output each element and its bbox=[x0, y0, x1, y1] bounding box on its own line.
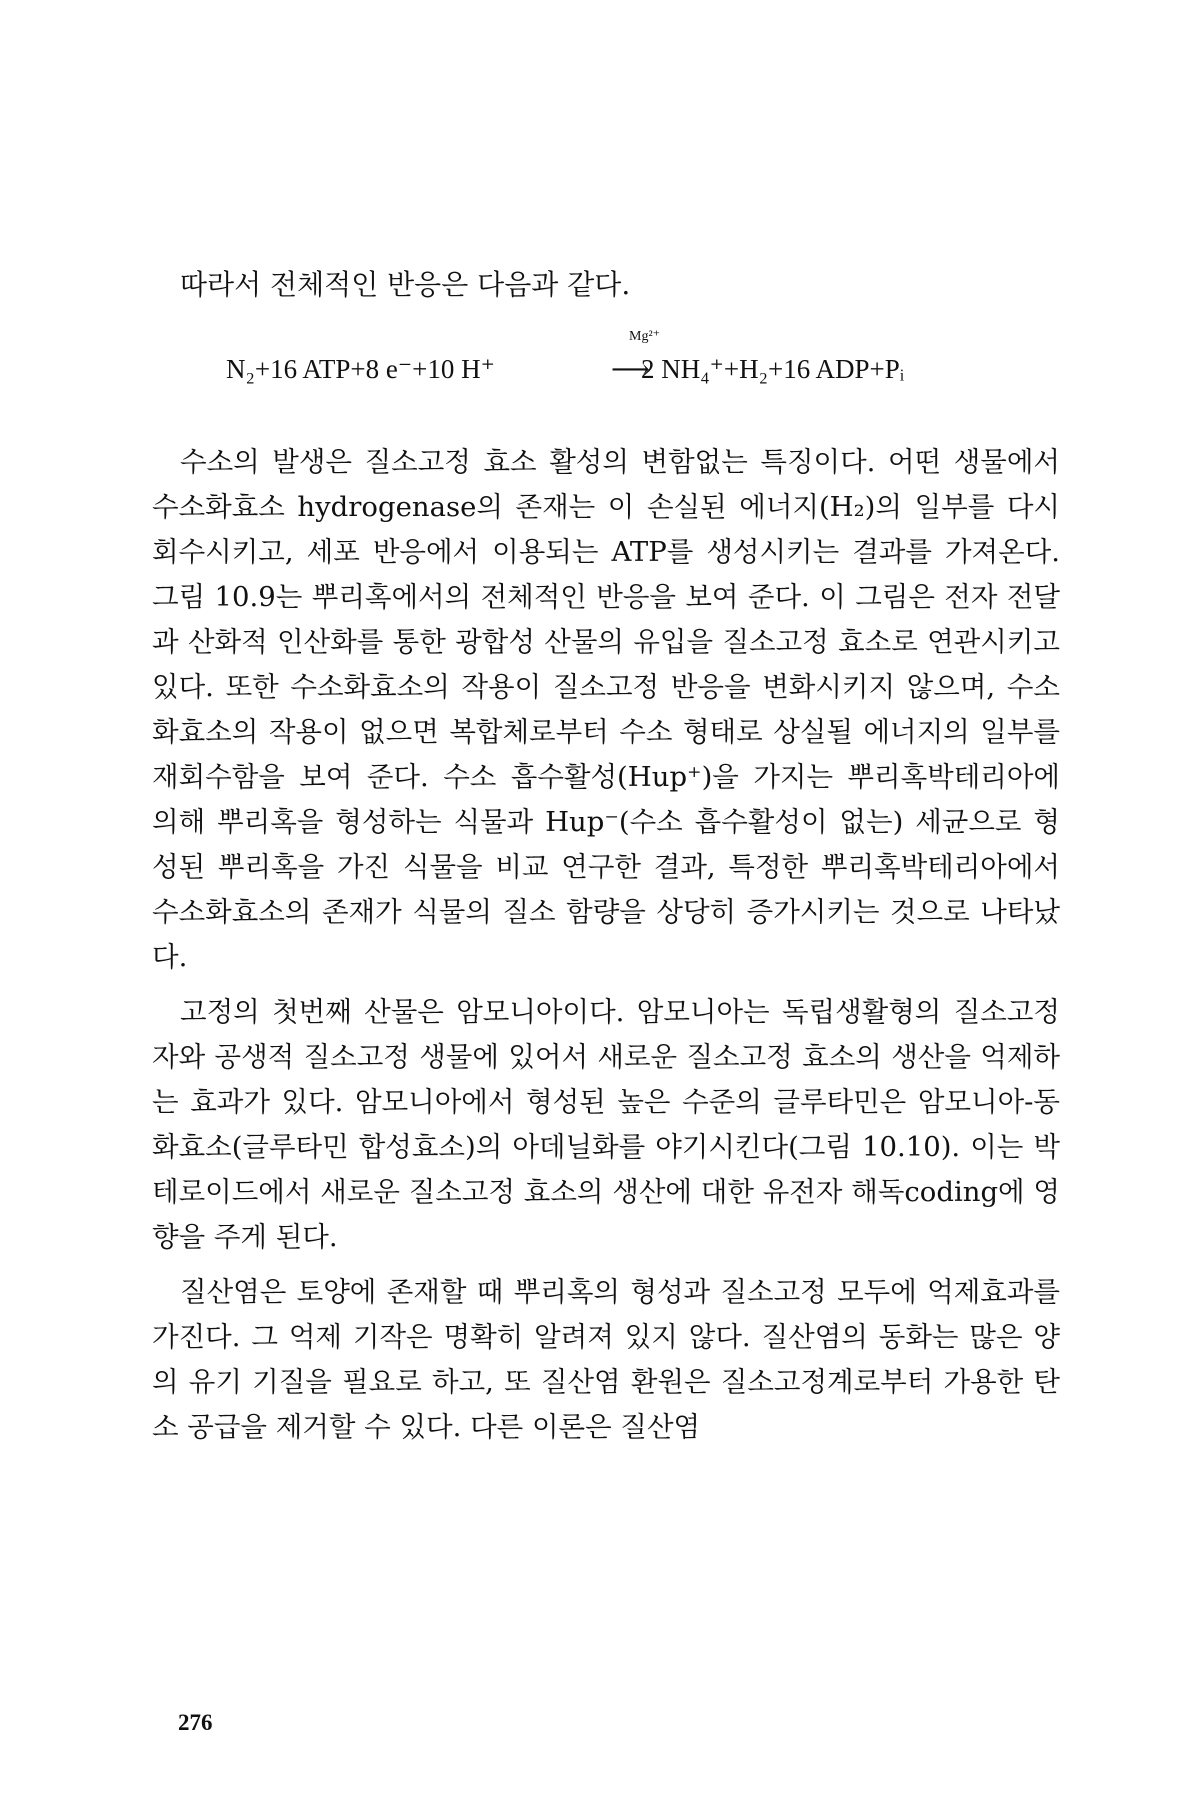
reaction-arrow-icon: ⟶ bbox=[611, 354, 650, 384]
body-text bbox=[152, 440, 1060, 1460]
paragraph: 질산염은 토양에 존재할 때 뿌리혹의 형성과 질소고정 모두에 억제효과를 가진다. 그 억제 기작은 명확히 알려져 있지 않다. 질산염의 동화는 많은 양의 유기 기질을 필요로 하고, 또 질산염 환원은 질소고정계로부터 가용한 탄소 공급을 제거할 수 있다. 다른 이론은 질산염 bbox=[152, 1276, 1060, 1443]
page-number: 276 bbox=[178, 1710, 213, 1735]
intro-sentence: 따라서 전체적인 반응은 다음과 같다. bbox=[180, 268, 631, 301]
reaction-equation bbox=[226, 322, 1046, 396]
equation-catalyst: Mg²⁺ bbox=[629, 329, 661, 344]
paragraph: 수소의 발생은 질소고정 효소 활성의 변함없는 특징이다. 어떤 생물에서 수소화효소 hydrogenase의 존재는 이 손실된 에너지(H₂)의 일부를 다시 회수시키고, 세포 반응에서 이용되는 ATP를 생성시키는 결과를 가져온다. 그림 10.9는 뿌리혹에서의 전체적인 반응을 보여 준다. 이 그림은 전자 전달과 산화적 인산화를 통한 광합성 산물의 유입을 질소고정 효소로 연관시키고 있다. 또한 수소화효소의 작용이 질소고정 반응을 변화시키지 않으며, 수소화효소의 작용이 없으면 복합체로부터 수소 형태로 상실될 에너지의 일부를 재회수함을 보여 준다. 수소 흡수활성(Hup⁺)을 가지는 뿌리혹박테리아에 의해 뿌리혹을 형성하는 식물과 Hup⁻(수소 흡수활성이 없는) 세균으로 형성된 뿌리혹을 가진 식물을 비교 연구한 결과, 특정한 뿌리혹박테리아에서 수소화효소의 존재가 식물의 질소 함량을 상당히 증가시키는 것으로 나타났다. bbox=[152, 446, 1060, 973]
equation-products: 2 NH₄⁺+H₂+16 ADP+Pᵢ bbox=[641, 354, 905, 384]
paragraph: 고정의 첫번째 산물은 암모니아이다. 암모니아는 독립생활형의 질소고정자와 공생적 질소고정 생물에 있어서 새로운 질소고정 효소의 생산을 억제하는 효과가 있다. 암모니아에서 형성된 높은 수준의 글루타민은 암모니아-동화효소(글루타민 합성효소)의 아데닐화를 야기시킨다(그림 10.10). 이는 박테로이드에서 새로운 질소고정 효소의 생산에 대한 유전자 해독coding에 영향을 주게 된다. bbox=[152, 996, 1060, 1253]
equation-reactants: N₂+16 ATP+8 e⁻+10 H⁺ bbox=[226, 354, 495, 384]
